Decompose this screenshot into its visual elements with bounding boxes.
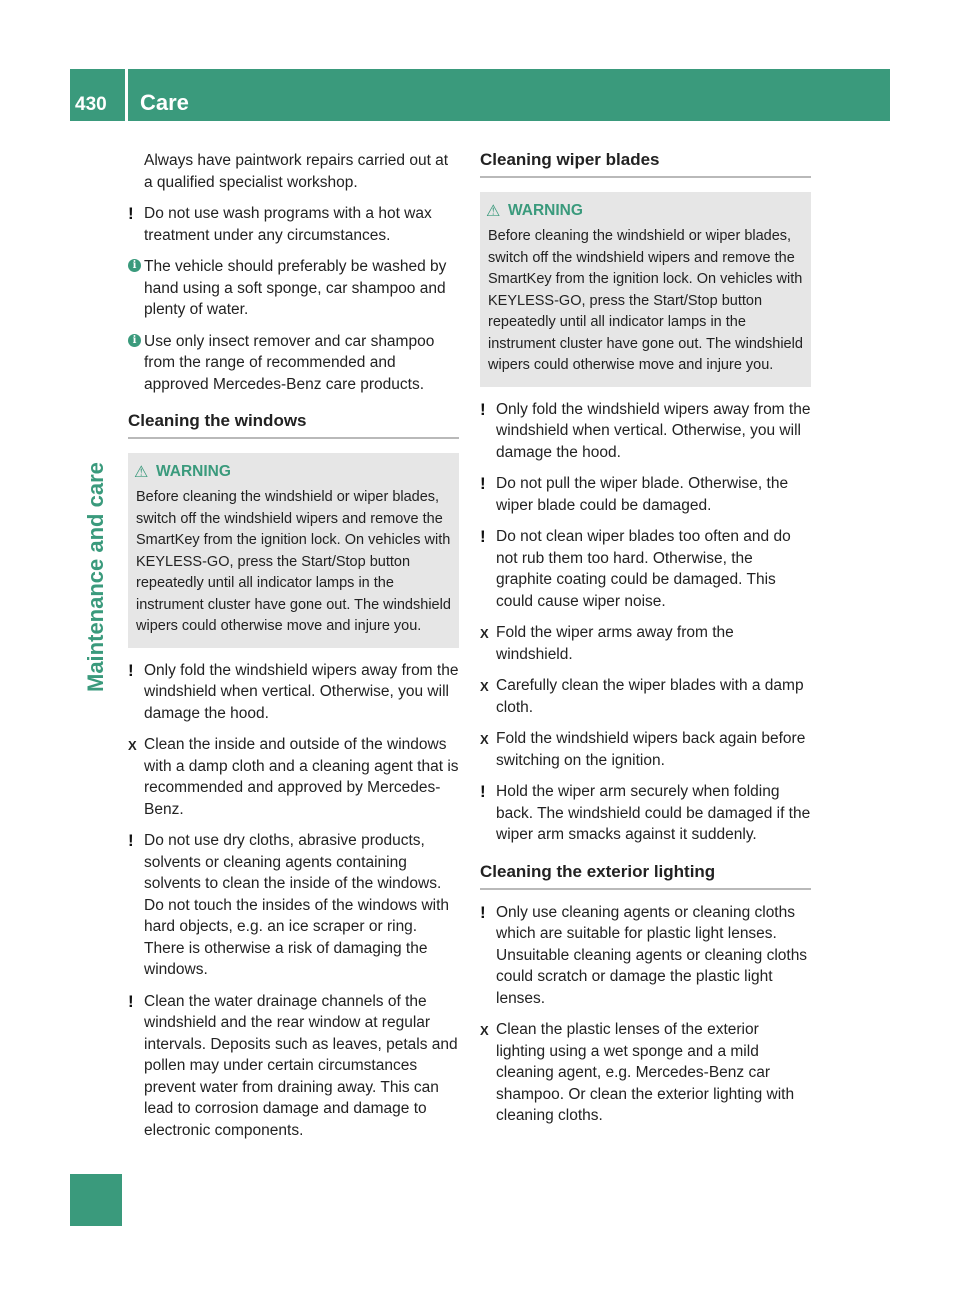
step-arrow-icon: X — [128, 738, 137, 753]
warning-title: ⚠ WARNING — [486, 202, 583, 220]
info-icon: i — [128, 259, 141, 272]
info-icon: i — [128, 334, 141, 347]
step-item: X Carefully clean the wiper blades with a damp cloth. — [480, 677, 804, 716]
note-item: ! Only use cleaning agents or cleaning cloths which are suitable for plastic light lenses. Unsuitable cleaning agents or cleaning cloths could scratch or damage the plastic light lenses. — [480, 902, 808, 1007]
section-heading: Cleaning the windows — [128, 411, 459, 439]
note-item: ! Do not use dry cloths, abrasive products, solvents or cleaning agents containing solvents to clean the inside of the windows. Do not touch the insides of the windows with hard objects, e.g. an ice scraper or ring. There is otherwise a risk of damaging the windows. — [128, 831, 450, 978]
note-item: ! Only fold the windshield wipers away from the windshield when vertical. Otherwise, you will damage the hood. — [480, 399, 811, 461]
warning-text: Before cleaning the windshield or wiper blades, switch off the windshield wipers and remove the SmartKey from the ignition lock. On vehicles with KEYLESS-GO, press the Start/Stop button repeatedly until all indicator lamps in the instrument cluster have gone out. The windshield wipers could otherwise move and injure you. — [488, 228, 803, 373]
info-item: i Use only insect remover and car shampoo from the range of recommended and approved Mercedes-Benz care products. — [128, 331, 459, 396]
warning-text: Before cleaning the windshield or wiper blades, switch off the windshield wipers and remove the SmartKey from the ignition lock. On vehicles with KEYLESS-GO, press the Start/Stop button repeatedly until all indicator lamps in the instrument cluster have gone out. The windshield wipers could otherwise move and injure you. — [136, 489, 451, 634]
header-divider — [125, 69, 128, 121]
step-item: X Fold the windshield wipers back again before switching on the ignition. — [480, 730, 806, 769]
warning-box — [128, 453, 459, 648]
exclamation-icon: ! — [480, 902, 486, 922]
note-item: ! Hold the wiper arm securely when folding back. The windshield could be damaged if the wiper arm smacks against it suddenly. — [480, 782, 811, 843]
warning-triangle-icon: ⚠ — [486, 203, 501, 220]
intro-text: Always have paintwork repairs carried out at a qualified specialist workshop. — [144, 152, 449, 191]
step-arrow-icon: X — [480, 679, 489, 694]
exclamation-icon: ! — [128, 991, 134, 1011]
warning-triangle-icon: ⚠ — [134, 464, 149, 481]
note-item: ! Do not clean wiper blades too often and do not rub them too hard. Otherwise, the graphite coating could be damaged. This could cause wiper noise. — [480, 527, 791, 610]
left-column — [128, 150, 459, 1151]
chapter-tab — [70, 1174, 122, 1226]
note-item: ! Only fold the windshield wipers away from the windshield when vertical. Otherwise, you will damage the hood. — [128, 660, 459, 722]
step-item: X Clean the plastic lenses of the exterior lighting using a wet sponge and a mild cleaning agent, e.g. Mercedes-Benz car shampoo. Or clean the exterior lighting with cleaning cloths. — [480, 1021, 795, 1124]
warning-box — [480, 192, 811, 387]
exclamation-icon: ! — [480, 474, 486, 493]
step-arrow-icon: X — [480, 1023, 489, 1038]
section-heading: Cleaning wiper blades — [480, 150, 811, 178]
step-arrow-icon: X — [480, 626, 489, 641]
right-column — [480, 150, 811, 1137]
exclamation-icon: ! — [128, 204, 134, 223]
header-bar — [70, 69, 890, 121]
section-heading: Cleaning the exterior lighting — [480, 862, 811, 890]
warning-title: ⚠ WARNING — [134, 463, 231, 481]
exclamation-icon: ! — [480, 527, 486, 546]
chapter-side-label: Maintenance and care — [83, 462, 108, 692]
exclamation-icon: ! — [128, 831, 134, 850]
note-item: ! Do not pull the wiper blade. Otherwise, the wiper blade could be damaged. — [480, 474, 789, 514]
note-item: ! Clean the water drainage channels of the windshield and the rear window at regular intervals. Deposits such as leaves, petals and pollen may under certain circumstances prevent water from draining away. This can lead to corrosion damage and damage to electronic components. — [128, 991, 458, 1139]
section-title: Care — [140, 90, 189, 115]
note-item: ! Do not use wash programs with a hot wax treatment under any circumstances. — [128, 204, 432, 244]
exclamation-icon: ! — [480, 782, 486, 801]
exclamation-icon: ! — [128, 660, 134, 680]
page-number: 430 — [75, 94, 107, 115]
step-item: X Clean the inside and outside of the windows with a damp cloth and a cleaning agent that is recommended and approved by Mercedes-Benz. — [128, 736, 459, 818]
exclamation-icon: ! — [480, 399, 486, 419]
info-item: i The vehicle should preferably be washed by hand using a soft sponge, car shampoo and plenty of water. — [128, 256, 459, 321]
step-arrow-icon: X — [480, 732, 489, 747]
step-item: X Fold the wiper arms away from the windshield. — [480, 624, 734, 663]
